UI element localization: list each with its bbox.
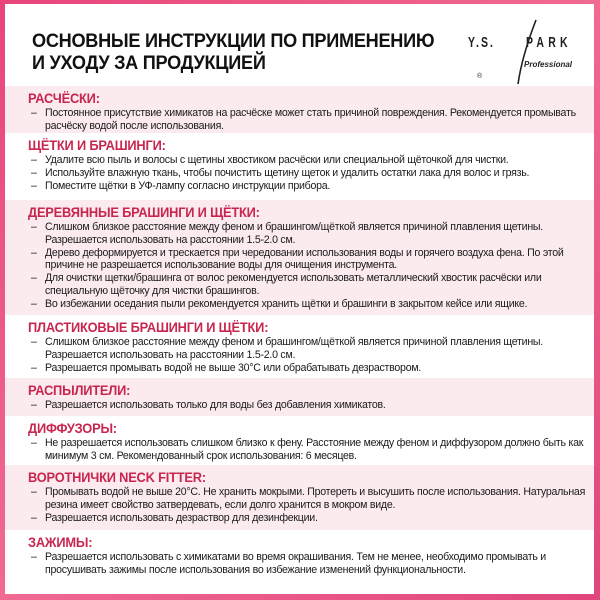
section-heading: ПЛАСТИКОВЫЕ БРАШИНГИ И ЩЁТКИ:	[28, 320, 269, 335]
title-line-1: ОСНОВНЫЕ ИНСТРУКЦИИ ПО ПРИМЕНЕНИЮ	[32, 30, 435, 52]
section	[5, 530, 594, 594]
bullet-dash: –	[31, 179, 37, 192]
list-item-text: Слишком близкое расстояние между феном и брашингом/щёткой является причиной плавления щетины. Разрешается использовать на расстоянии 1.5-2.0 см.	[45, 336, 543, 361]
section-heading: ВОРОТНИЧКИ NECK FITTER:	[28, 470, 206, 485]
list-item-text: Дерево деформируется и трескается при чередовании использования воды и горячего воздуха фена. По этой причине не разрешается использование воды для очищения инструмента.	[45, 246, 564, 272]
section-heading: РАСПЫЛИТЕЛИ:	[28, 383, 131, 398]
bullet-dash: –	[31, 551, 37, 563]
list-item	[31, 551, 591, 577]
logo-text-left: Y.S.	[468, 34, 496, 51]
page-title	[32, 30, 434, 74]
bullet-dash: –	[31, 221, 37, 233]
list-item	[31, 399, 591, 412]
section-heading: ЩЁТКИ И БРАШИНГИ:	[28, 138, 166, 153]
bullet-dash: –	[31, 336, 37, 348]
section	[5, 133, 594, 200]
list-item-text: Во избежании оседания пыли рекомендуется хранить щётки и брашинги в закрытом кейсе или ящике.	[45, 297, 528, 310]
list-item-text: Для очистки щетки/брашинга от волос рекомендуется использовать металлический хвостик расчёски или специальную щёточку для чистки брашингов.	[45, 272, 542, 297]
section-list	[31, 221, 591, 311]
list-item	[31, 486, 591, 512]
list-item	[31, 247, 591, 273]
list-item-text: Разрешается использовать только для воды без добавления химикатов.	[45, 399, 386, 411]
section-heading: ДИФФУЗОРЫ:	[28, 421, 117, 436]
instruction-sheet	[5, 4, 594, 594]
section	[5, 416, 594, 465]
section	[5, 200, 594, 315]
list-item-text: Слишком близкое расстояние между феном и брашингом/щёткой является причиной плавления щетины. Разрешается использовать на расстоянии 1.5-2.0 см.	[45, 221, 543, 246]
bullet-dash: –	[31, 154, 37, 166]
list-item	[31, 154, 591, 167]
section-list	[31, 551, 591, 577]
registered-mark: ®	[477, 73, 483, 80]
bullet-dash: –	[31, 399, 37, 411]
section	[5, 378, 594, 416]
section-heading: РАСЧЁСКИ:	[28, 91, 100, 106]
list-item-text: Поместите щётки в УФ-лампу согласно инструкции прибора.	[45, 179, 331, 192]
section	[5, 465, 594, 530]
list-item	[31, 180, 591, 193]
logo-text-right: PARK	[526, 34, 572, 51]
bullet-dash: –	[31, 272, 37, 285]
bullet-dash: –	[31, 297, 37, 310]
logo-subtitle: Professional	[524, 60, 573, 69]
list-item	[31, 167, 591, 180]
bullet-dash: –	[31, 437, 37, 449]
section-list	[31, 336, 591, 374]
list-item-text: Промывать водой не выше 20°C. Не хранить мокрыми. Протереть и высушить после использования. Натуральная резина имеет свойство затвердевать, если долго хранится в мокром виде.	[45, 486, 586, 511]
bullet-dash: –	[31, 511, 37, 524]
list-item	[31, 298, 591, 311]
section-list	[31, 437, 591, 463]
section-list	[31, 107, 591, 133]
bullet-dash: –	[31, 486, 37, 498]
list-item	[31, 221, 591, 247]
list-item-text: Не разрешается использовать слишком близко к фену. Расстояние между феном и диффузором должно быть как минимум 3 см. Рекомендованный срок использования: 6 месяцев.	[45, 437, 584, 462]
section-list	[31, 154, 591, 192]
list-item	[31, 437, 591, 463]
list-item-text: Используйте влажную ткань, чтобы почистить щетину щеток и удалить остатки лака для волос и грязь.	[45, 166, 530, 179]
list-item-text: Разрешается промывать водой не выше 30°C или обрабатывать дезраствором.	[45, 361, 422, 374]
section	[5, 86, 594, 133]
section-list	[31, 399, 591, 412]
list-item-text: Постоянное присутствие химикатов на расчёске может стать причиной повреждения. Рекомендуется промывать расчёску водой после использования.	[45, 107, 576, 132]
list-item	[31, 512, 591, 525]
bullet-dash: –	[31, 361, 37, 374]
list-item	[31, 336, 591, 362]
section	[5, 315, 594, 378]
list-item	[31, 272, 591, 298]
section-list	[31, 486, 591, 524]
title-line-2: И УХОДУ ЗА ПРОДУКЦИЕЙ	[32, 52, 266, 74]
list-item	[31, 107, 591, 133]
list-item-text: Разрешается использовать с химикатами во время окрашивания. Тем не менее, необходимо промывать и просушивать зажимы после использования во избежание изменений функциональности.	[45, 551, 546, 576]
list-item	[31, 362, 591, 375]
bullet-dash: –	[31, 107, 37, 119]
bullet-dash: –	[31, 246, 37, 259]
bullet-dash: –	[31, 166, 37, 179]
section-heading: ДЕРЕВЯННЫЕ БРАШИНГИ И ЩЁТКИ:	[28, 205, 260, 220]
list-item-text: Разрешается использовать дезраствор для дезинфекции.	[45, 511, 318, 524]
list-item-text: Удалите всю пыль и волосы с щетины хвостиком расчёски или специальной щёточкой для чистки.	[45, 154, 509, 166]
brand-logo	[460, 16, 585, 86]
section-heading: ЗАЖИМЫ:	[28, 535, 93, 550]
